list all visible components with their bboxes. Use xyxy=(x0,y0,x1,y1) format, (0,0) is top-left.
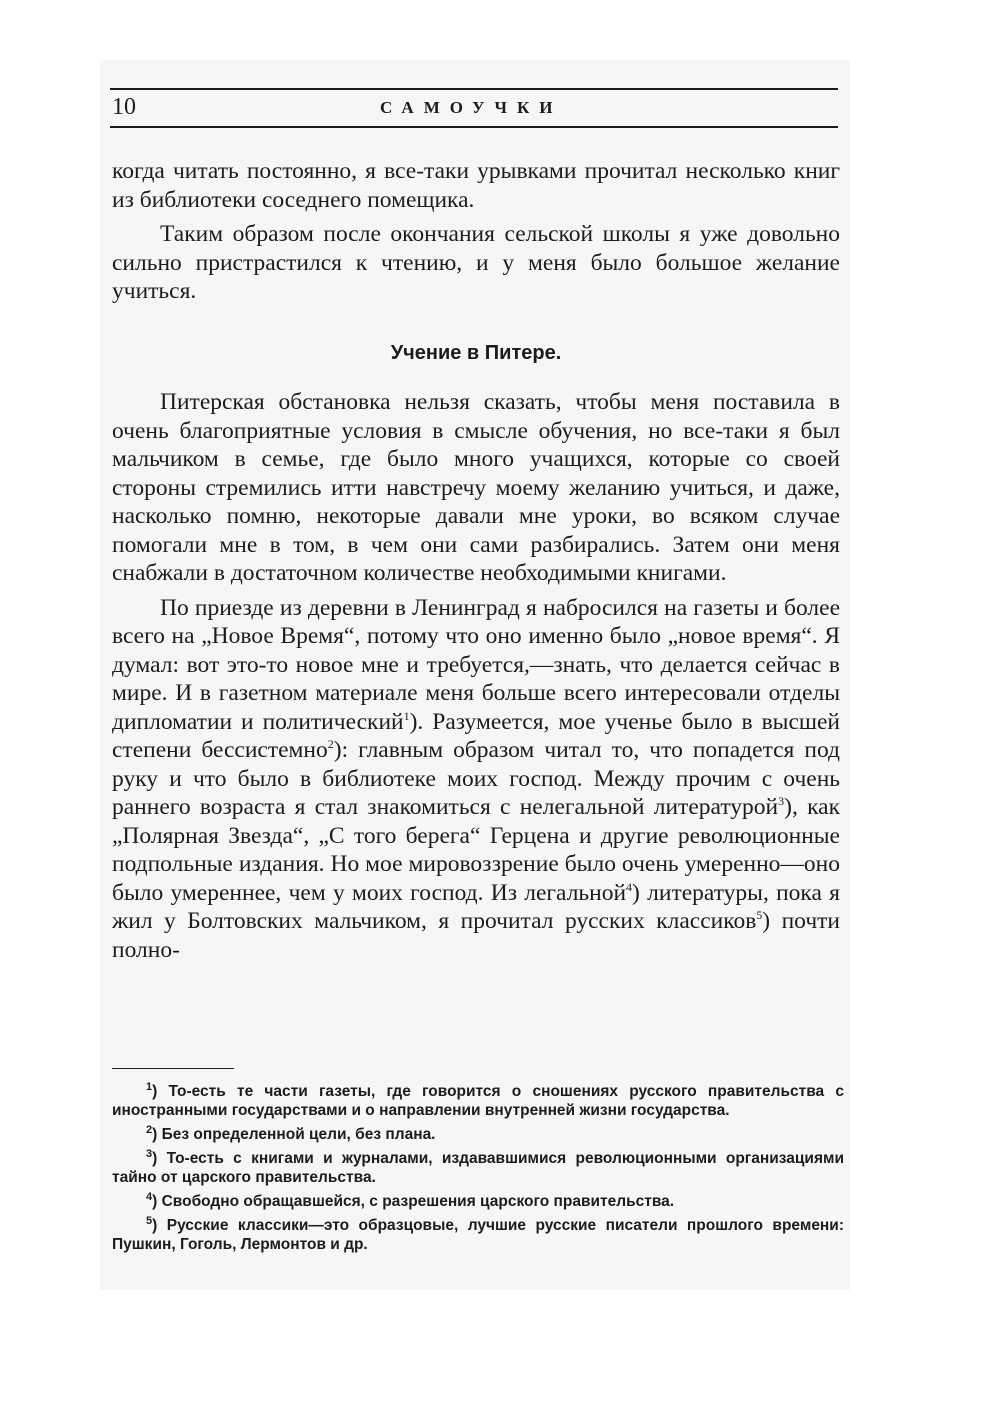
text-span: ), как „Полярная Звезда“, „С того берега“ Герцена и другие революционные подпольные издания. Но мое мировоззрение было очень умеренно—оно было умереннее, чем у моих господ. Из легальной xyxy=(112,794,840,906)
header-rule-top xyxy=(110,88,838,90)
footnote-5 xyxy=(112,1216,844,1254)
text-span: ). Разумеется, мое ученье было в высшей степени бессистемно xyxy=(112,708,840,763)
running-title: САМОУЧКИ xyxy=(380,98,563,117)
footnote-text: ) Свободно обращавшейся, с разрешения царского правительства. xyxy=(152,1193,675,1210)
text-span: ) литературы, пока я жил у Болтовских мальчиком, я прочитал русских классиков xyxy=(112,879,840,934)
header-rule-bottom xyxy=(110,126,838,128)
page-number: 10 xyxy=(112,94,136,120)
footnote-marker: 2 xyxy=(146,1123,153,1136)
footnotes xyxy=(112,1082,844,1259)
text-block-section xyxy=(112,388,840,964)
text-span: ) почти полно- xyxy=(112,908,840,963)
footnote-marker: 5 xyxy=(146,1214,153,1227)
paragraph: Питерская обстановка нельзя сказать, чтобы меня поставила в очень благоприятные условия в смысле обучения, но все-таки я был мальчиком в семье, где было много учащихся, которые со своей стороны стремились итти навстречу моему желанию учиться, и даже, насколько помню, некоторые давали мне уроки, во всяком случае помогали мне в том, в чем они сами разбирались. Затем они меня снабжали в достаточном количестве необходимыми книгами. xyxy=(112,389,840,586)
footnote-text: ) Русские классики—это образцовые, лучшие русские писатели прошлого времени: Пушкин, Гоголь, Лермонтов и др. xyxy=(112,1217,844,1253)
footnote-reference: 2 xyxy=(327,737,334,752)
footnote-text: ) То-есть те части газеты, где говорится о сношениях русского правительства с иностранными государствами и о направлении внутренней жизни государства. xyxy=(112,1083,844,1119)
footnote-marker: 4 xyxy=(146,1190,153,1203)
footnote-text: ) Без определенной цели, без плана. xyxy=(152,1126,436,1143)
footnote-reference: 3 xyxy=(778,794,785,809)
text-span: По приезде из деревни в Ленинград я набросился на газеты и более всего на „Новое Время“, потому что оно именно было „новое время“. Я думал: вот это-то новое мне и требуется,—знать, что делается сейчас в мире. И в газетном материале меня больше всего интересовали отделы дипломатии и политический xyxy=(112,594,840,735)
section-heading: Учение в Питере. xyxy=(390,342,562,364)
footnote-4 xyxy=(112,1192,844,1211)
footnote-text: ) То-есть с книгами и журналами, издававшимися революционными организациями тайно от царского правительства. xyxy=(112,1150,844,1186)
footnote-3 xyxy=(112,1149,844,1187)
footnote-reference: 4 xyxy=(626,879,633,894)
footnote-reference: 1 xyxy=(403,708,410,723)
footnote-1 xyxy=(112,1082,844,1120)
footnote-2 xyxy=(112,1125,844,1144)
footnote-marker: 3 xyxy=(146,1147,153,1160)
paragraph-continuation: когда читать постоянно, я все-таки урывками прочитал несколько книг из библиотеки соседнего помещика. xyxy=(112,158,840,213)
text-span: ): главным образом читал то, что попадется под руку и что было в библиотеке моих господ. Между прочим с очень раннего возраста я стал знакомиться с нелегальной литературой xyxy=(112,737,841,820)
footnote-reference: 5 xyxy=(756,908,763,923)
footnote-divider xyxy=(112,1068,234,1069)
text-block-intro xyxy=(112,157,840,306)
paragraph-with-notes xyxy=(112,594,840,965)
paragraph: Таким образом после окончания сельской школы я уже довольно сильно пристрастился к чтению, и у меня было большое желание учиться. xyxy=(112,221,840,304)
footnote-marker: 1 xyxy=(146,1080,153,1093)
